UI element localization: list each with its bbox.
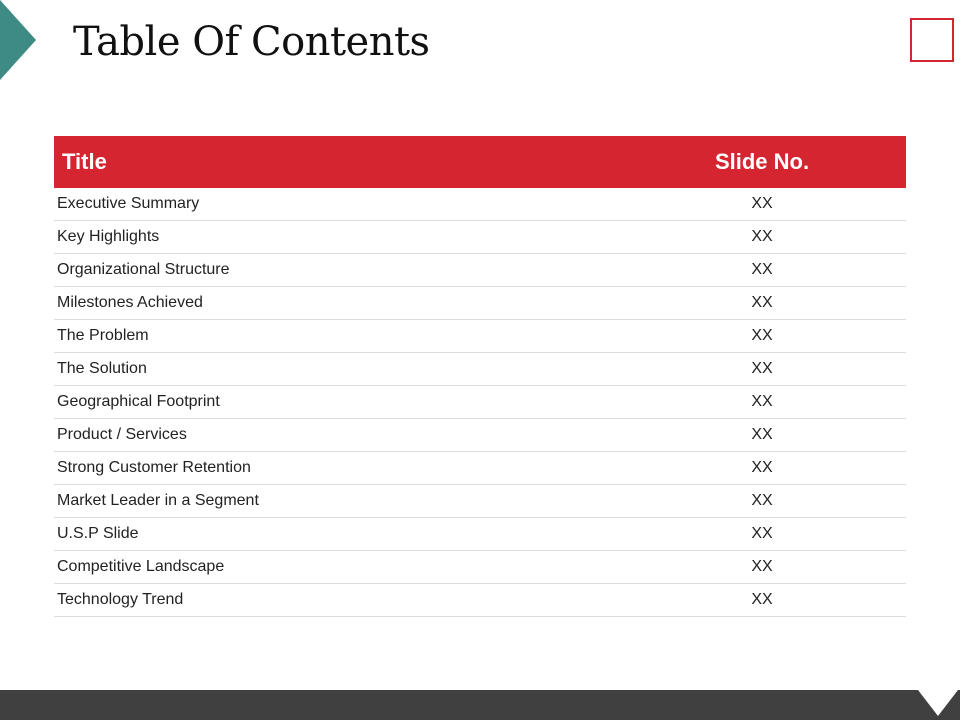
page-title: Table Of Contents [73,19,430,65]
corner-square-decoration [910,18,954,62]
row-slide-number-cell: XX [618,518,906,551]
row-title-cell: Strong Customer Retention [54,452,618,485]
row-slide-number-cell: XX [618,353,906,386]
row-slide-number-cell: XX [618,452,906,485]
row-title-cell: U.S.P Slide [54,518,618,551]
row-slide-number-cell: XX [618,287,906,320]
table-row [54,320,906,353]
row-title-cell: The Solution [54,353,618,386]
row-slide-number-cell: XX [618,221,906,254]
row-slide-number-cell: XX [618,419,906,452]
table-row [54,518,906,551]
footer-notch-decoration [918,690,958,720]
column-header-title: Title [62,149,107,174]
table-row [54,419,906,452]
row-slide-number-cell: XX [618,254,906,287]
column-header-slide-no: Slide No. [714,149,810,174]
row-title-cell: Market Leader in a Segment [54,485,618,518]
row-title-cell: Competitive Landscape [54,551,618,584]
row-title-cell: Executive Summary [54,188,618,221]
row-slide-number-cell: XX [618,386,906,419]
table-row [54,584,906,617]
table-row [54,386,906,419]
table-row [54,188,906,221]
table-header-row [54,136,906,188]
row-title-cell: Product / Services [54,419,618,452]
contents-table [54,136,906,617]
row-slide-number-cell: XX [618,485,906,518]
row-title-cell: Organizational Structure [54,254,618,287]
table-row [54,287,906,320]
row-slide-number-cell: XX [618,551,906,584]
row-slide-number-cell: XX [618,188,906,221]
table-row [54,452,906,485]
row-title-cell: Geographical Footprint [54,386,618,419]
row-title-cell: Milestones Achieved [54,287,618,320]
table-row [54,353,906,386]
row-title-cell: Key Highlights [54,221,618,254]
footer-bar [0,690,960,720]
table-body [54,188,906,617]
table-row [54,551,906,584]
row-title-cell: Technology Trend [54,584,618,617]
row-title-cell: The Problem [54,320,618,353]
teal-arrow-decoration [0,0,36,80]
table-row [54,485,906,518]
table-row [54,254,906,287]
table-row [54,221,906,254]
row-slide-number-cell: XX [618,584,906,617]
row-slide-number-cell: XX [618,320,906,353]
